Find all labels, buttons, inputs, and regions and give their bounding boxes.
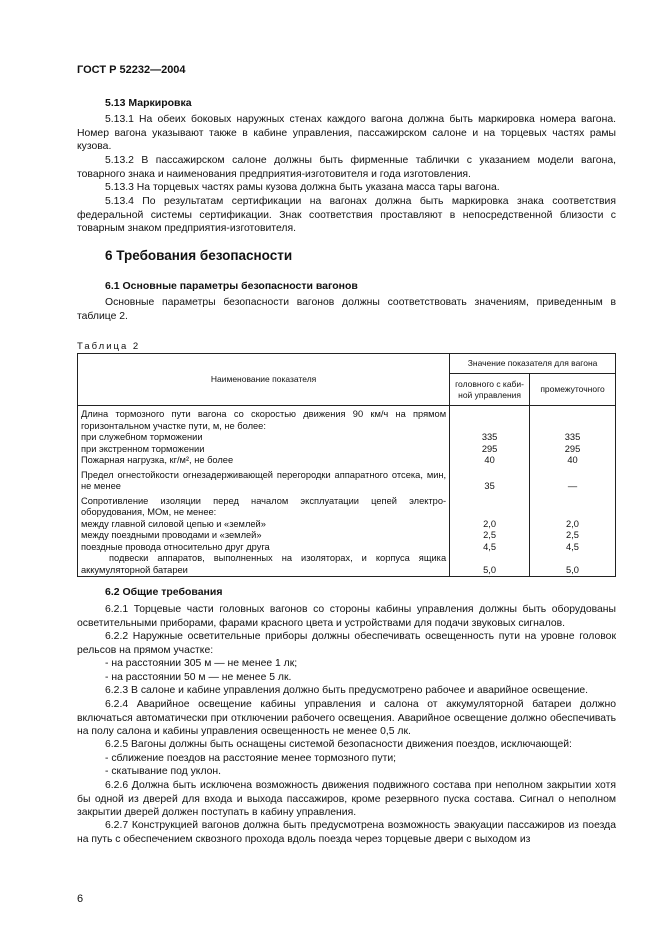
- row-value-head: 335: [450, 432, 530, 444]
- row-label: между главной силовой цепью и «землей»: [78, 519, 450, 531]
- paragraph-6-2-2-item-2: - на расстоянии 50 м — не менее 5 лк.: [105, 672, 292, 683]
- row-value-middle: [530, 493, 616, 519]
- table-row: [78, 455, 616, 467]
- row-value-head: 40: [450, 455, 530, 467]
- row-value-head: [450, 406, 530, 433]
- column-header-name: Наименование показателя: [78, 354, 450, 406]
- section-6-2-title: 6.2 Общие требования: [105, 586, 223, 598]
- table-row: [78, 467, 616, 493]
- paragraph-6-1: Основные параметры безопасности вагонов должны соответствовать значениям, приведенным в таблице 2.: [77, 297, 616, 322]
- row-value-middle: 2,0: [530, 519, 616, 531]
- row-value-middle: 335: [530, 432, 616, 444]
- row-value-head: 35: [450, 467, 530, 493]
- paragraph-6-2-5-item-1: - сближение поездов на расстояние менее тормозного пути;: [105, 753, 397, 764]
- table-row: [78, 406, 616, 433]
- row-label: подвески аппаратов, выполненных на изоляторах, и корпуса ящика аккумуляторной батареи: [78, 553, 450, 577]
- row-value-head: 5,0: [450, 553, 530, 577]
- paragraph-5-13-1: 5.13.1 На обеих боковых наружных стенах каждого вагона должна быть маркировка номера вагона. Номер вагона указывают также в кабине управления, пассажирском салоне и на торцевых частях рамы кузова.: [77, 114, 616, 153]
- paragraph-6-2-5-item-2: - скатывание под уклон.: [105, 766, 222, 777]
- paragraph-6-2-1: 6.2.1 Торцевые части головных вагонов со стороны кабины управления должны быть оборудованы осветительными приборами, фарами красного цвета и устройствами для подачи звуковых сигналов.: [77, 604, 616, 629]
- paragraph-6-2-6: 6.2.6 Должна быть исключена возможность движения подвижного состава при неполном закрытии хотя бы одной из дверей для входа и выхода пассажиров, кроме резервного пуска состава. Сигнал о неполном закрытии дверей должен поступать в кабину управления.: [77, 780, 616, 819]
- row-value-head: [450, 493, 530, 519]
- paragraph-6-2-7: 6.2.7 Конструкцией вагонов должна быть предусмотрена возможность эвакуации пассажиров из поезда на путь с обеспечением сквозного прохода вдоль поезда через торцевые двери с выходом из: [77, 820, 616, 845]
- paragraph-6-2-4: 6.2.4 Аварийное освещение кабины управления и салона от аккумуляторной батареи должно включаться автоматически при отключении рабочего освещения. Аварийное освещение должно обеспечивать на полу салона и кабины управления освещенность не менее 0,5 лк.: [77, 699, 616, 738]
- page-number: 6: [77, 893, 84, 905]
- document-code-header: ГОСТ Р 52232—2004: [77, 64, 186, 76]
- row-value-middle: [530, 406, 616, 433]
- table-row: [78, 444, 616, 456]
- section-6-1-title: 6.1 Основные параметры безопасности вагонов: [105, 280, 358, 292]
- paragraph-6-2-5: 6.2.5 Вагоны должны быть оснащены системой безопасности движения поездов, исключающей:: [105, 739, 572, 750]
- row-label: поездные провода относительно друг друга: [78, 542, 450, 554]
- row-value-head: 4,5: [450, 542, 530, 554]
- paragraph-6-2-2-item-1: - на расстоянии 305 м — не менее 1 лк;: [105, 658, 298, 669]
- column-header-head-car: головного с каби-ной управления: [450, 374, 530, 406]
- paragraph-6-2-2: 6.2.2 Наружные осветительные приборы должны обеспечивать освещенность пути на уровне головок рельсов на прямом участке:: [77, 631, 616, 656]
- row-value-middle: —: [530, 467, 616, 493]
- row-value-middle: 295: [530, 444, 616, 456]
- row-value-middle: 2,5: [530, 530, 616, 542]
- paragraph-5-13-3: 5.13.3 На торцевых частях рамы кузова должна быть указана масса тары вагона.: [105, 182, 500, 193]
- table-caption: Таблица 2: [77, 341, 141, 352]
- table-row: [78, 530, 616, 542]
- table-row: [78, 519, 616, 531]
- column-header-value-group: Значение показателя для вагона: [450, 354, 616, 374]
- row-label: Предел огнестойкости огнезадерживающей перегородки аппаратного отсека, мин, не менее: [78, 467, 450, 493]
- table-row: [78, 432, 616, 444]
- section-6-title: 6 Требования безопасности: [105, 248, 293, 263]
- table-row: [78, 542, 616, 554]
- row-label: при служебном торможении: [78, 432, 450, 444]
- parameters-table: [77, 353, 616, 577]
- column-header-middle-car: промежуточного: [530, 374, 616, 406]
- paragraph-5-13-4: 5.13.4 По результатам сертификации на вагонах должна быть маркировка знака соответствия федеральной системы сертификации. Знак соответствия проставляют в непосредственной близости с товарным знаком предприятия-изготовителя.: [77, 196, 616, 235]
- table-row: [78, 553, 616, 577]
- row-value-head: 295: [450, 444, 530, 456]
- row-value-head: 2,0: [450, 519, 530, 531]
- paragraph-5-13-2: 5.13.2 В пассажирском салоне должны быть фирменные таблички с указанием модели вагона, товарного знака и наименования предприятия-изготовителя и года изготовления.: [77, 155, 616, 180]
- section-5-13-title: 5.13 Маркировка: [105, 97, 192, 109]
- row-value-middle: 5,0: [530, 553, 616, 577]
- paragraph-6-2-3: 6.2.3 В салоне и кабине управления должно быть предусмотрено рабочее и аварийное освещение.: [105, 685, 589, 696]
- row-value-middle: 40: [530, 455, 616, 467]
- row-label: Длина тормозного пути вагона со скоростью движения 90 км/ч на прямом горизонтальном участке пути, м, не более:: [78, 406, 450, 433]
- table-row: [78, 493, 616, 519]
- row-label: Пожарная нагрузка, кг/м², не более: [78, 455, 450, 467]
- row-label: при экстренном торможении: [78, 444, 450, 456]
- row-value-middle: 4,5: [530, 542, 616, 554]
- row-value-head: 2,5: [450, 530, 530, 542]
- row-label: между поездными проводами и «землей»: [78, 530, 450, 542]
- row-label: Сопротивление изоляции перед началом эксплуатации цепей электро-оборудования, МОм, не менее:: [78, 493, 450, 519]
